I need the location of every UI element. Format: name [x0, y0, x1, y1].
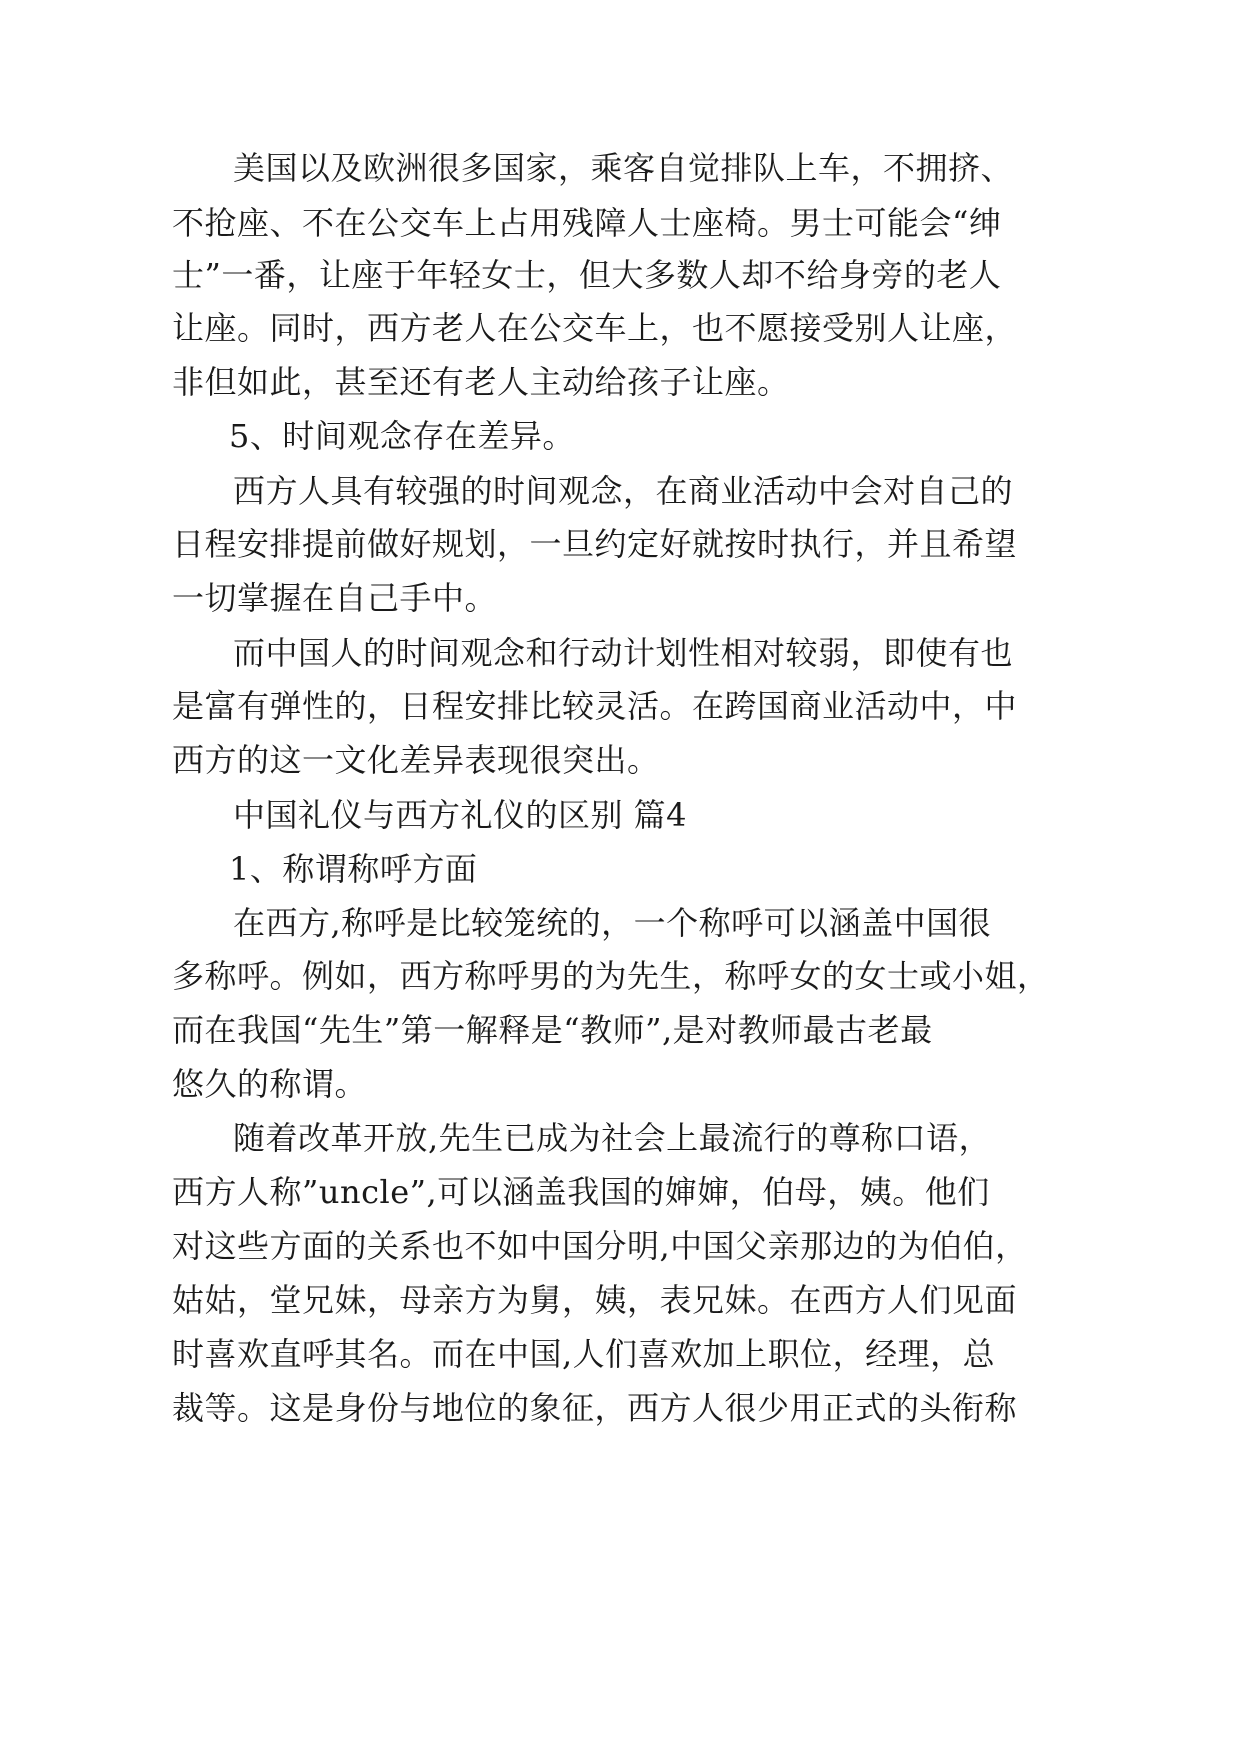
text-line: 日程安排提前做好规划，一旦约定好就按时执行，并且希望 — [172, 525, 1018, 563]
text-line: 而中国人的时间观念和行动计划性相对较弱，即使有也 — [233, 634, 1014, 672]
text-line: 随着改革开放,先生已成为社会上最流行的尊称口语， — [233, 1119, 992, 1157]
text-line: 不抢座、不在公交车上占用残障人士座椅。男士可能会“绅 — [172, 204, 1002, 242]
text-line: 西方的这一文化差异表现很突出。 — [172, 741, 660, 779]
text-line: 对这些方面的关系也不如中国分明,中国父亲那边的为伯伯， — [172, 1227, 1028, 1265]
text-line: 士”一番，让座于年轻女士，但大多数人却不给身旁的老人 — [172, 256, 1002, 294]
text-line: 西方人称”uncle”,可以涵盖我国的婶婶，伯母，姨。他们 — [172, 1173, 990, 1211]
text-line: 多称呼。例如，西方称呼男的为先生，称呼女的女士或小姐， — [172, 957, 1050, 995]
section-heading: 5、时间观念存在差异。 — [229, 417, 575, 455]
text-line: 姑姑，堂兄妹，母亲方为舅，姨，表兄妹。在西方人们见面 — [172, 1281, 1018, 1319]
text-line: 让座。同时，西方老人在公交车上，也不愿接受别人让座， — [172, 309, 1018, 347]
text-line: 而在我国“先生”第一解释是“教师”,是对教师最古老最 — [172, 1011, 933, 1049]
text-line: 悠久的称谓。 — [172, 1065, 368, 1103]
section-heading: 1、称谓称呼方面 — [229, 850, 478, 888]
text-line: 非但如此，甚至还有老人主动给孩子让座。 — [172, 363, 790, 401]
section-title: 中国礼仪与西方礼仪的区别 篇4 — [233, 796, 688, 834]
text-line: 美国以及欧洲很多国家，乘客自觉排队上车，不拥挤、 — [233, 149, 1014, 187]
text-line: 在西方,称呼是比较笼统的，一个称呼可以涵盖中国很 — [233, 904, 992, 942]
text-line: 一切掌握在自己手中。 — [172, 579, 498, 617]
text-line: 是富有弹性的，日程安排比较灵活。在跨国商业活动中，中 — [172, 687, 1018, 725]
text-line: 裁等。这是身份与地位的象征，西方人很少用正式的头衔称 — [172, 1389, 1018, 1427]
text-line: 西方人具有较强的时间观念，在商业活动中会对自己的 — [233, 472, 1014, 510]
text-line: 时喜欢直呼其名。而在中国,人们喜欢加上职位，经理，总 — [172, 1335, 996, 1373]
